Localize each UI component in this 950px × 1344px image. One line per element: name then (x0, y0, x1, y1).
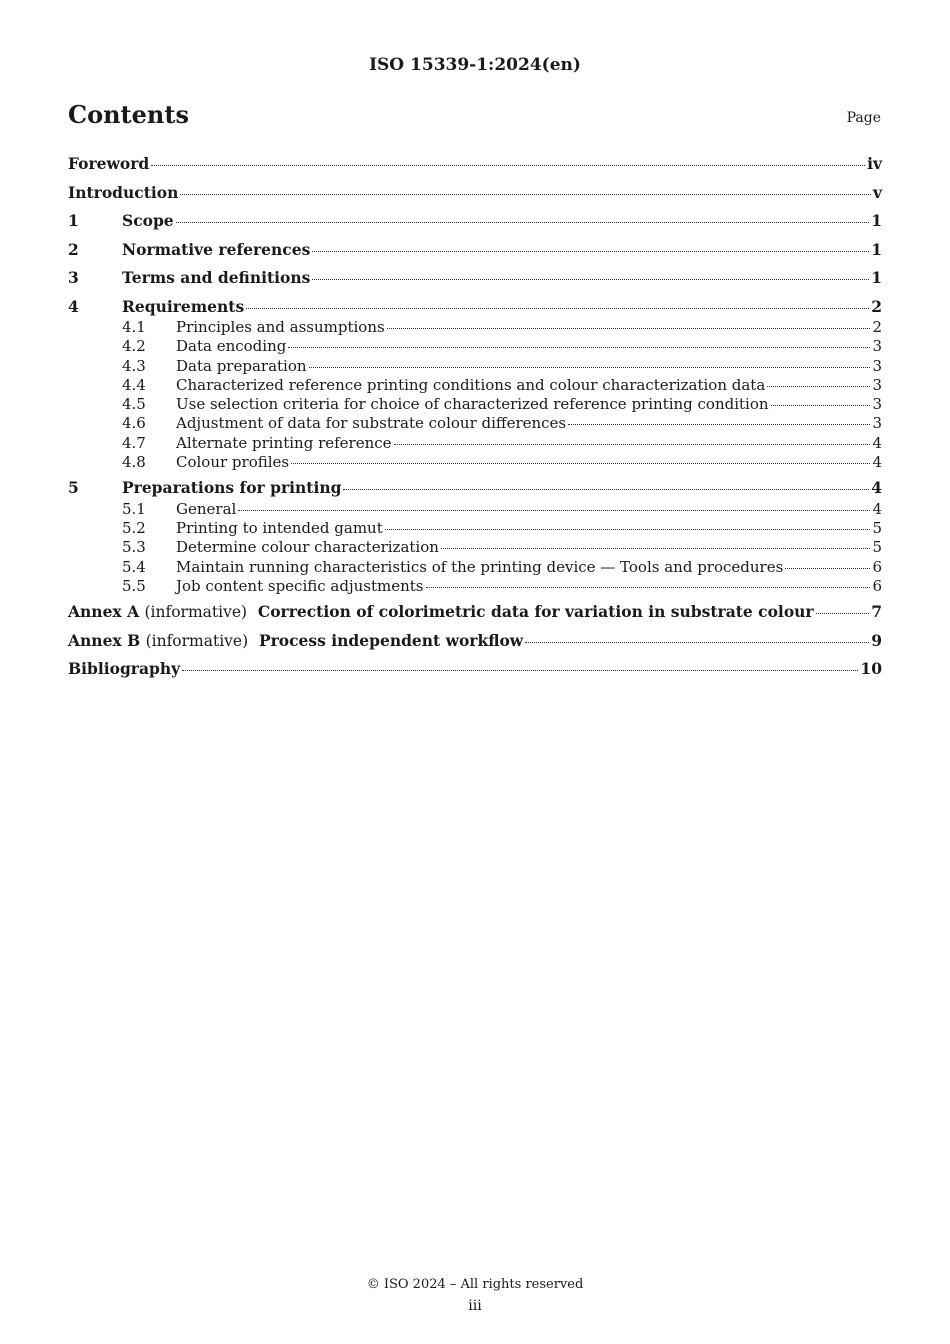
toc-entry-page: 1 (871, 239, 882, 259)
toc-entry-page: 4 (872, 499, 882, 518)
toc-entry-title: Requirements (122, 296, 245, 316)
annex-label: Annex B (68, 630, 141, 650)
toc-entry-title: Normative references (122, 239, 311, 259)
toc-entry-page: 3 (872, 337, 882, 356)
toc-entry-number: 5.2 (122, 519, 146, 538)
toc-entry-title: Data preparation (176, 356, 307, 375)
toc-entry[interactable] (68, 150, 882, 179)
dot-leader (288, 346, 870, 348)
toc-entry-page: 5 (872, 538, 882, 557)
dot-leader (525, 641, 869, 643)
toc-entry-page: 4 (871, 478, 882, 498)
toc-entry[interactable] (68, 207, 882, 236)
dot-leader (309, 366, 871, 368)
toc-entry-number: 4.6 (122, 414, 146, 433)
dot-leader (387, 327, 871, 329)
toc-entry[interactable] (68, 655, 882, 684)
toc-entry-number: 4.5 (122, 395, 146, 414)
toc-entry-number: 5.3 (122, 538, 146, 557)
toc-entry[interactable] (68, 627, 882, 656)
dot-leader (394, 443, 871, 445)
toc-entry-page: 2 (872, 318, 882, 336)
toc-entry-page: 10 (860, 659, 882, 679)
toc-entry-page: 1 (871, 268, 882, 287)
toc-entry-title: Bibliography (68, 659, 181, 679)
toc-entry-title: Scope (122, 211, 174, 230)
toc-entry[interactable] (68, 500, 882, 519)
toc-entry-number: 5.4 (122, 557, 146, 576)
toc-entry-number: 3 (68, 268, 79, 287)
toc-entry[interactable] (68, 434, 882, 453)
toc-entry-page: 6 (872, 577, 882, 596)
dot-leader (176, 221, 870, 223)
annex-title: Process independent workflow (258, 630, 524, 650)
toc-entry-number: 2 (68, 239, 79, 259)
toc-entry-number: 4.1 (122, 318, 146, 336)
toc-entry-title: General (176, 499, 237, 518)
page-number: iii (468, 1298, 482, 1314)
toc-entry-title (68, 627, 523, 656)
toc-entry-title: Characterized reference printing conditions and colour characterization data (176, 375, 766, 394)
toc-entry[interactable] (68, 519, 882, 538)
toc-entry-title: Foreword (68, 154, 150, 173)
toc-entry-number: 4 (68, 296, 79, 316)
toc-entry-page: 6 (872, 557, 882, 576)
annex-label: Annex A (68, 602, 140, 622)
dot-leader (291, 462, 870, 464)
toc-entry[interactable] (68, 474, 882, 503)
toc-entry-title: Data encoding (176, 337, 287, 356)
toc-entry-page: 9 (871, 630, 882, 650)
toc-entry[interactable] (68, 577, 882, 596)
annex-title: Correction of colorimetric data for variation in substrate colour (257, 602, 814, 622)
dot-leader (151, 164, 865, 166)
annex-informative-label: (informative) (144, 603, 248, 622)
toc-entry-page: 5 (872, 519, 882, 538)
dot-leader (767, 385, 870, 387)
toc-entry[interactable] (68, 395, 882, 414)
toc-entry-page: 3 (872, 414, 882, 433)
toc-entry-title: Preparations for printing (122, 478, 342, 498)
toc-entry-title: Determine colour characterization (176, 538, 439, 557)
toc-entry-title: Terms and definitions (122, 268, 311, 287)
toc-entry[interactable] (68, 453, 882, 472)
dot-leader (182, 669, 858, 671)
dot-leader (426, 586, 871, 588)
dot-leader (441, 547, 871, 549)
toc-entry-page: 4 (872, 433, 882, 452)
page-column-label: Page (846, 110, 881, 126)
toc-entry[interactable] (68, 293, 882, 322)
toc-entry-number: 5.5 (122, 577, 146, 596)
toc-entry[interactable] (68, 337, 882, 356)
toc-entry-title: Introduction (68, 182, 179, 202)
toc-entry[interactable] (68, 414, 882, 433)
toc-entry-page: 3 (872, 356, 882, 375)
table-of-contents (68, 150, 882, 684)
toc-entry-title: Job content specific adjustments (176, 577, 424, 596)
dot-leader (180, 193, 871, 195)
toc-entry-title (68, 598, 814, 627)
annex-informative-label: (informative) (145, 631, 249, 650)
contents-title: Contents (68, 100, 189, 129)
toc-entry-number: 4.2 (122, 337, 146, 356)
dot-leader (785, 567, 870, 569)
toc-entry[interactable] (68, 376, 882, 395)
toc-entry-number: 4.3 (122, 356, 146, 375)
toc-entry-page: v (872, 182, 882, 202)
dot-leader (568, 423, 870, 425)
toc-entry-title: Use selection criteria for choice of characterized reference printing condition (176, 395, 769, 414)
toc-entry-page: 3 (872, 395, 882, 414)
toc-entry-title: Printing to intended gamut (176, 519, 383, 538)
dot-leader (816, 612, 870, 614)
toc-entry[interactable] (68, 558, 882, 577)
document-id-header: ISO 15339-1:2024(en) (369, 55, 581, 75)
toc-entry-number: 4.4 (122, 375, 146, 394)
toc-entry[interactable] (68, 236, 882, 265)
toc-entry[interactable] (68, 264, 882, 293)
toc-entry-page: 1 (871, 211, 882, 230)
dot-leader (238, 509, 870, 511)
dot-leader (246, 307, 869, 309)
toc-entry-title: Principles and assumptions (176, 318, 385, 336)
toc-entry-number: 5 (68, 478, 79, 498)
dot-leader (343, 488, 869, 490)
toc-entry-number: 4.8 (122, 453, 146, 472)
toc-entry-page: 2 (871, 296, 882, 316)
toc-entry[interactable] (68, 538, 882, 557)
toc-entry-page: 3 (872, 375, 882, 394)
dot-leader (771, 404, 871, 406)
toc-entry-number: 1 (68, 211, 79, 230)
toc-entry-title: Alternate printing reference (176, 433, 392, 452)
toc-entry-page: iv (867, 154, 882, 173)
copyright-notice: © ISO 2024 – All rights reserved (366, 1277, 584, 1292)
toc-entry-number: 5.1 (122, 499, 146, 518)
toc-entry-title: Maintain running characteristics of the printing device — Tools and procedures (176, 557, 784, 576)
toc-entry-page: 4 (872, 453, 882, 472)
dot-leader (385, 528, 871, 530)
toc-entry-number: 4.7 (122, 433, 146, 452)
toc-entry[interactable] (68, 357, 882, 376)
toc-entry-page: 7 (871, 602, 882, 622)
toc-entry[interactable] (68, 318, 882, 337)
dot-leader (312, 278, 869, 280)
dot-leader (312, 250, 869, 252)
toc-entry-title: Colour profiles (176, 453, 290, 472)
toc-entry-title: Adjustment of data for substrate colour differences (176, 414, 567, 433)
toc-entry[interactable] (68, 179, 882, 208)
toc-entry[interactable] (68, 598, 882, 627)
